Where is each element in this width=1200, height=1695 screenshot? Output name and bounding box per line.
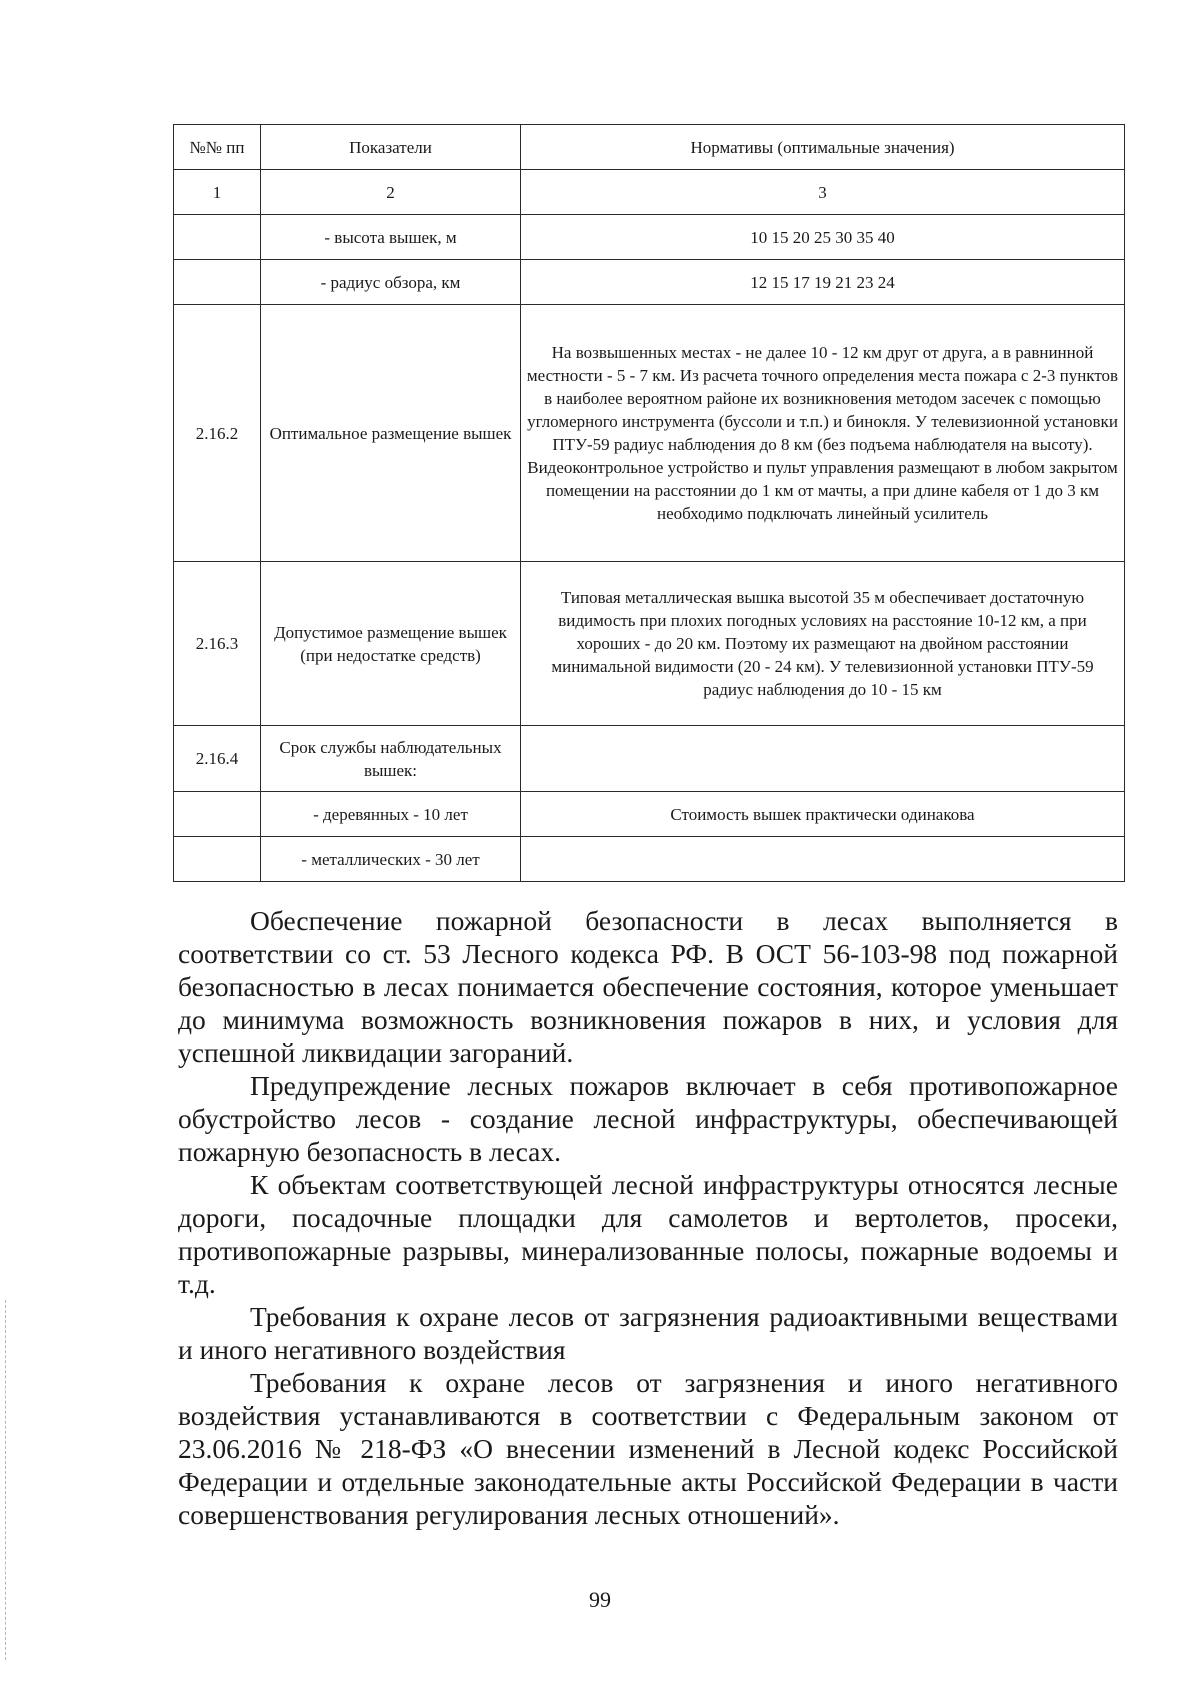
table-row <box>174 215 1125 260</box>
table-row <box>174 792 1125 837</box>
row-indicator: - деревянных - 10 лет <box>261 792 521 837</box>
row-norm: 12 15 17 19 21 23 24 <box>521 260 1125 305</box>
numbering-2: 2 <box>261 170 521 215</box>
paragraph-infrastructure: К объектам соответствующей лесной инфраструктуры относятся лесные дороги, посадочные площадки для самолетов и вертолетов, просеки, противопожарные разрывы, минерализованные полосы, пожарные водоемы и т.д. <box>178 1169 1118 1299</box>
norms-table <box>173 124 1125 882</box>
row-indicator: Срок службы наблюдательных вышек: <box>261 726 521 792</box>
table-header-row <box>174 125 1125 170</box>
row-indicator: Допустимое размещение вышек (при недостатке средств) <box>261 562 521 726</box>
row-num <box>174 215 261 260</box>
paragraph-requirements: Требования к охране лесов от загрязнения и иного негативного воздействия устанавливаются в соответствии с Федеральным законом от 23.06.2016 № 218-ФЗ «О внесении изменений в Лесной кодекс Российской Федерации и отдельные законодательные акты Российской Федерации в части совершенствования регулирования лесных отношений». <box>178 1367 1118 1530</box>
row-indicator: - радиус обзора, км <box>261 260 521 305</box>
body-text <box>178 904 1118 1531</box>
row-num <box>174 792 261 837</box>
numbering-1: 1 <box>174 170 261 215</box>
table-row <box>174 837 1125 882</box>
header-norm: Нормативы (оптимальные значения) <box>521 125 1125 170</box>
row-norm: 10 15 20 25 30 35 40 <box>521 215 1125 260</box>
header-num: №№ пп <box>174 125 261 170</box>
row-indicator: - высота вышек, м <box>261 215 521 260</box>
table-row <box>174 726 1125 792</box>
row-indicator: Оптимальное размещение вышек <box>261 305 521 562</box>
paragraph-section-heading: Требования к охране лесов от загрязнения радиоактивными веществами и иного негативного воздействия <box>178 1301 1118 1365</box>
row-num: 2.16.3 <box>174 562 261 726</box>
row-norm: Стоимость вышек практически одинакова <box>521 792 1125 837</box>
row-indicator: - металлических - 30 лет <box>261 837 521 882</box>
table-numbering-row <box>174 170 1125 215</box>
row-norm <box>521 726 1125 792</box>
row-norm: На возвышенных местах - не далее 10 - 12 км друг от друга, а в равнинной местности - 5 - 7 км. Из расчета точного определения места пожара с 2-3 пунктов в наиболее вероятном районе их возникновения методом засечек с помощью угломерного инструмента (буссоли и т.п.) и бинокля. У телевизионной установки ПТУ-59 радиус наблюдения до 8 км (без подъема наблюдателя на высоту). Видеоконтрольное устройство и пульт управления размещают в любом закрытом помещении на расстоянии до 1 км от мачты, а при длине кабеля от 1 до 3 км необходимо подключать линейный усилитель <box>521 305 1125 562</box>
table-row <box>174 305 1125 562</box>
row-num: 2.16.2 <box>174 305 261 562</box>
row-num <box>174 260 261 305</box>
paragraph-fire-safety: Обеспечение пожарной безопасности в лесах выполняется в соответствии со ст. 53 Лесного кодекса РФ. В ОСТ 56-103-98 под пожарной безопасностью в лесах понимается обеспечение состояния, которое уменьшает до минимума возможность возникновения пожаров в них, и условия для успешной ликвидации загораний. <box>178 905 1118 1068</box>
row-norm: Типовая металлическая вышка высотой 35 м обеспечивает достаточную видимость при плохих погодных условиях на расстояние 10-12 км, а при хороших - до 20 км. Поэтому их размещают на двойном расстоянии минимальной видимости (20 - 24 км). У телевизионной установки ПТУ-59 радиус наблюдения до 10 - 15 км <box>521 562 1125 726</box>
row-num <box>174 837 261 882</box>
paragraph-prevention: Предупреждение лесных пожаров включает в себя противопожарное обустройство лесов - создание лесной инфраструктуры, обеспечивающей пожарную безопасность в лесах. <box>178 1070 1118 1167</box>
table-row <box>174 260 1125 305</box>
numbering-3: 3 <box>521 170 1125 215</box>
table-row <box>174 562 1125 726</box>
header-indicator: Показатели <box>261 125 521 170</box>
page-number: 99 <box>589 1587 611 1612</box>
row-num: 2.16.4 <box>174 726 261 792</box>
scan-margin-line <box>5 1300 7 1660</box>
row-norm <box>521 837 1125 882</box>
